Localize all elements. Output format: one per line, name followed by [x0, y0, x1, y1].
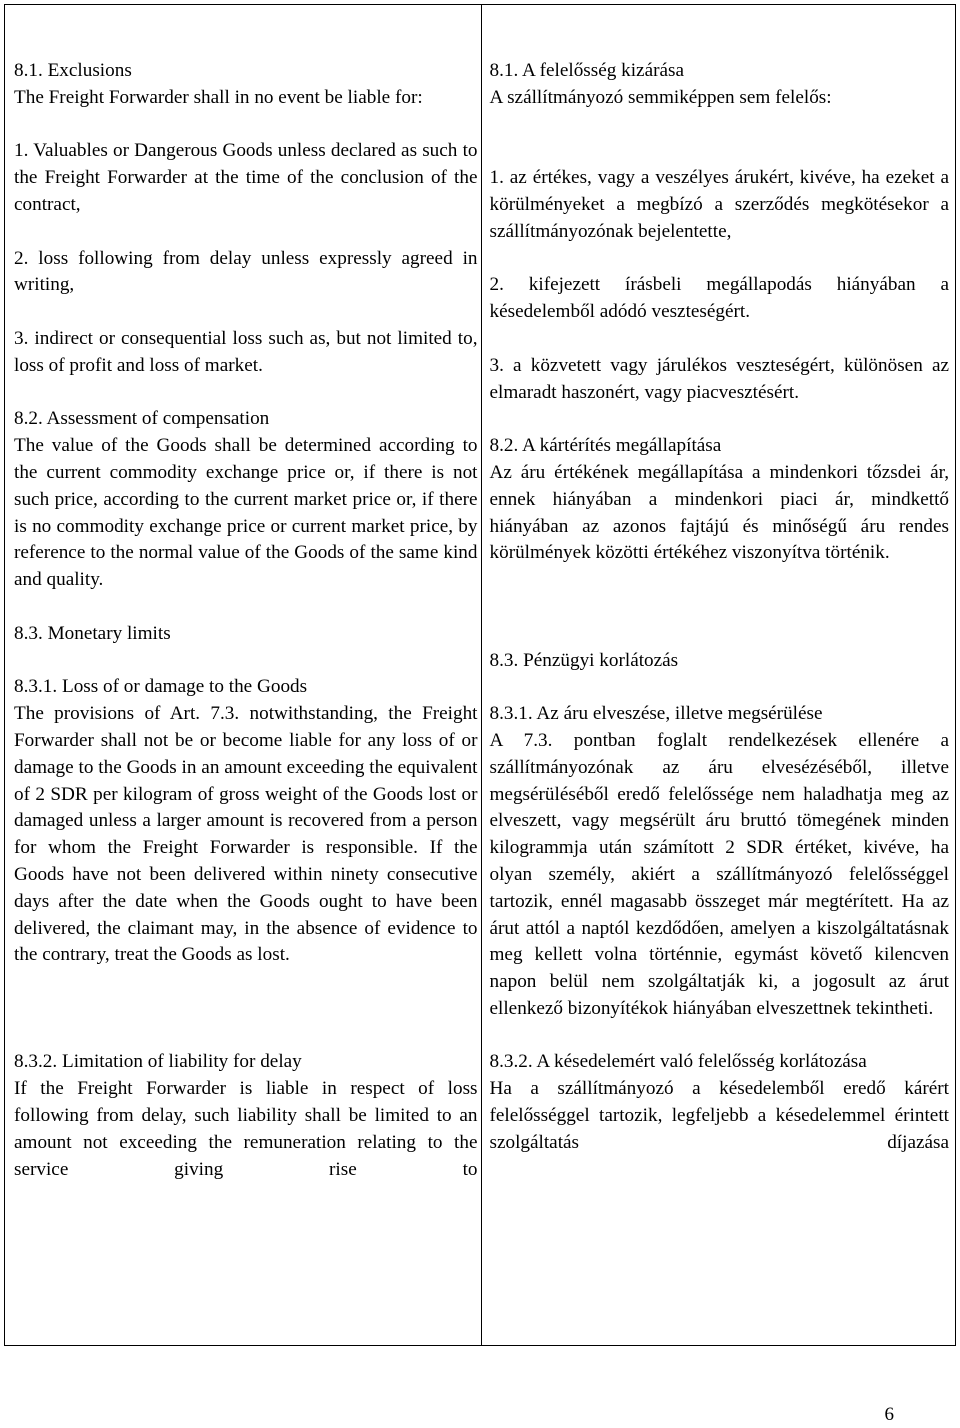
section-8-3-1-title: 8.3.1. Loss of or damage to the Goods [14, 676, 308, 698]
section-8-1-item-1: 1. Valuables or Dangerous Goods unless declared as such to the Freight Forwarder at the time of the conclusion of the contract, [14, 140, 478, 215]
section-8-3-title-hu: 8.3. Pénzügyi korlátozás [489, 649, 679, 671]
page-number: 6 [884, 1404, 894, 1425]
section-8-3-2-title-hu: 8.3.2. A késedelemért való felelősség korlátozása [489, 1051, 867, 1073]
section-8-1-item-3-hu: 3. a közvetett vagy járulékos veszteségért, különösen az elmaradt haszonért, vagy piacvesztésért. [489, 354, 949, 403]
section-8-3-title: 8.3. Monetary limits [14, 622, 171, 644]
english-column [5, 5, 482, 1345]
section-8-3-1-body-hu: A 7.3. pontban foglalt rendelkezések ellenére a szállítmányozónak az áru elvesézéséből, illetve megsérüléséből eredő felelőssége nem haladhatja meg az elveszett, vagy megsérült áru bruttó tömegének minden kilogrammja után számított 2 SDR értéket, kivéve, ha olyan személy, akiért a szállítmányozó felelősséggel tartozik, ennél magasabb összeget már megtérített. Ha az árut attól a naptól kezdődően, amelyen a kiszolgáltatásnak meg kellett volna történnie, egymást követő kilencven napon belül nem szolgáltatják ki, a jogosult az árut ellenkező bizonyítékok hiányában elveszettnek tekintheti. [489, 729, 949, 1019]
section-8-1-item-3: 3. indirect or consequential loss such as, but not limited to, loss of profit and loss of market. [14, 327, 478, 376]
section-8-2-body: The value of the Goods shall be determined according to the current commodity exchange price or, if there is not such price, according to the current market price or, if there is no commodity exchange price or current market price, by reference to the normal value of the Goods of the same kind and quality. [14, 435, 478, 591]
section-8-1-item-2: 2. loss following from delay unless expressly agreed in writing, [14, 247, 478, 296]
hungarian-column [482, 5, 957, 1345]
section-8-2-title-hu: 8.2. A kártérítés megállapítása [489, 435, 722, 457]
section-8-1-item-1-hu: 1. az értékes, vagy a veszélyes árukért, kivéve, ha ezeket a körülményeket a megbízó a szerződés megkötésekor a szállítmányozónak bejelentette, [489, 167, 949, 242]
section-8-2-title: 8.2. Assessment of compensation [14, 408, 270, 430]
section-8-1-intro: The Freight Forwarder shall in no event be liable for: [14, 86, 423, 108]
section-8-3-2-body: If the Freight Forwarder is liable in respect of loss following from delay, such liability shall be limited to an amount not exceeding the remuneration relating to the service giving rise to [14, 1078, 478, 1180]
section-8-3-2-title: 8.3.2. Limitation of liability for delay [14, 1051, 302, 1073]
section-8-1-item-2-hu: 2. kifejezett írásbeli megállapodás hiányában a késedelemből adódó veszteségért. [489, 274, 949, 323]
bilingual-table [4, 4, 956, 1346]
section-8-3-1-body: The provisions of Art. 7.3. notwithstanding, the Freight Forwarder shall not be or become liable for any loss of or damage to the Goods in an amount exceeding the equivalent of 2 SDR per kilogram of gross weight of the Goods lost or damaged unless a larger amount is recovered from a person for whom the Freight Forwarder is responsible. If the Goods have not been delivered within ninety consecutive days after the date when the Goods ought to have been delivered, the claimant may, in the absence of evidence to the contrary, treat the Goods as lost. [14, 703, 478, 966]
section-8-1-title: 8.1. Exclusions [14, 60, 132, 81]
section-8-2-body-hu: Az áru értékének megállapítása a mindenkori tőzsdei ár, ennek hiányában a mindenkori piaci ár, mindkettő hiányában az azonos fajtájú és minőségű áru rendes körülmények közötti értékéhez viszonyítva történik. [489, 461, 949, 564]
section-8-1-title-hu: 8.1. A felelősség kizárása [489, 60, 684, 81]
section-8-3-2-body-hu: Ha a szállítmányozó a késedelemből eredő kárért felelősséggel tartozik, legfeljebb a késedelemmel érintett szolgáltatás díjazása [489, 1078, 949, 1153]
section-8-3-1-title-hu: 8.3.1. Az áru elveszése, illetve megsérülése [489, 703, 823, 725]
section-8-1-intro-hu: A szállítmányozó semmiképpen sem felelős: [489, 86, 832, 108]
